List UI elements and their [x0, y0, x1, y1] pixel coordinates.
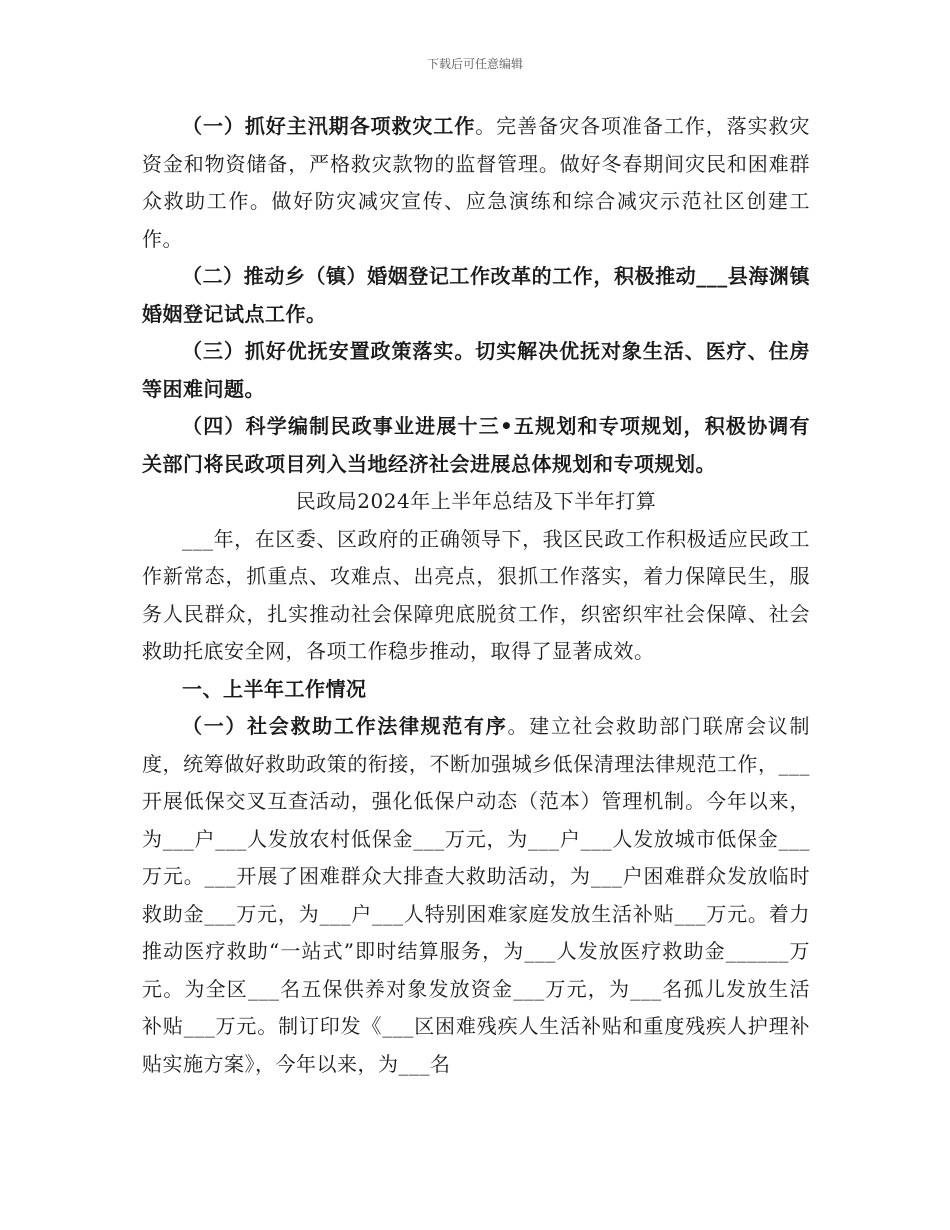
paragraph-special-care: （三）抓好优抚安置政策落实。切实解决优抚对象生活、医疗、住房等困难问题。 — [142, 339, 810, 401]
paragraph-heading: （一）社会救助工作法律规范有序 — [182, 714, 508, 738]
document-title: 民政局2024年上半年总结及下半年打算 — [295, 489, 657, 513]
paragraph-intro: ___年，在区委、区政府的正确领导下，我区民政工作积极适应民政工作新常态，抓重点、攻难点、出亮点，狠抓工作落实，着力保障民生，服务人民群众，扎实推动社会保障兜底脱贫工作，织密织牢社会保障、社会救助托底安全网，各项工作稳步推动，取得了显著成效。 — [142, 526, 810, 663]
paragraph-social-assistance — [142, 708, 810, 1083]
page-header: 下载后可任意编辑 — [426, 57, 523, 71]
document-body — [142, 108, 810, 1083]
paragraph-text: 。建立社会救助部门联席会议制度，统筹做好救助政策的衔接，不断加强城乡低保清理法律规范工作，___开展低保交叉互查活动，强化低保户动态（范本）管理机制。今年以来，为___户___人发放农村低保金___万元，为___户___人发放城市低保金___万元。___开展了困难群众大排查大救助活动，为___户困难群众发放临时救助金___万元，为___户___人特别困难家庭发放生活补贴___万元。着力推动医疗救助“一站式”即时结算服务，为___人发放医疗救助金______万元。为全区___名五保供养对象发放资金___万元，为___名孤儿发放生活补贴___万元。制订印发《___区困难残疾人生活补贴和重度残疾人护理补贴实施方案》，今年以来，为___名 — [142, 714, 811, 1076]
paragraph-disaster-relief — [142, 108, 810, 258]
paragraph-text: 。完善备灾各项准备工作，落实救灾资金和物资储备，严格救灾款物的监督管理。做好冬春期间灾民和困难群众救助工作。做好防灾减灾宣传、应急演练和综合减灾示范社区创建工作。 — [142, 114, 811, 251]
paragraph-marriage-registration: （二）推动乡（镇）婚姻登记工作改革的工作，积极推动___县海渊镇婚姻登记试点工作。 — [142, 264, 810, 326]
paragraph-planning: （四）科学编制民政事业进展十三•五规划和专项规划，积极协调有关部门将民政项目列入当地经济社会进展总体规划和专项规划。 — [142, 414, 810, 476]
paragraph-heading: （一）抓好主汛期各项救灾工作 — [182, 114, 476, 138]
section-heading: 一、上半年工作情况 — [182, 676, 367, 701]
